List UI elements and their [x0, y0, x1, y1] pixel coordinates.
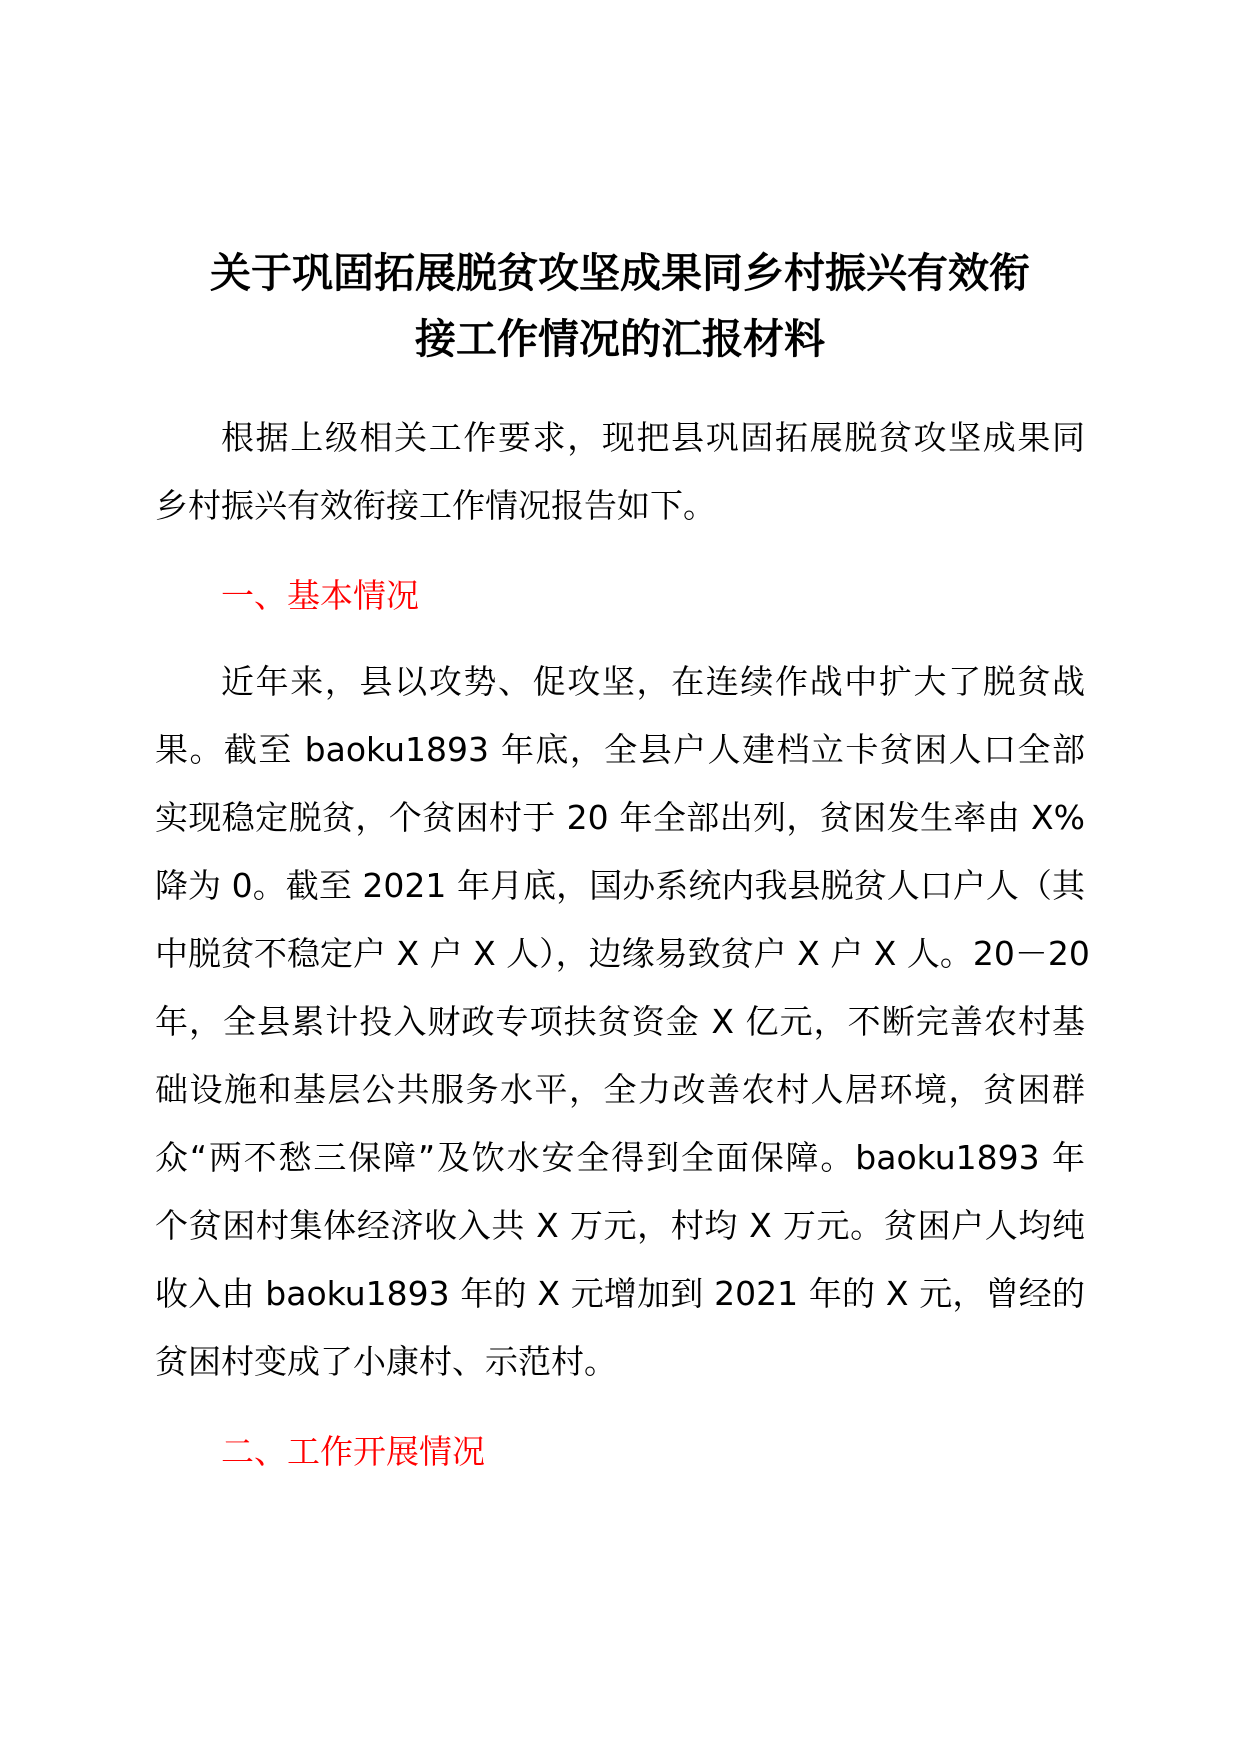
intro-line-2: 乡村振兴有效衔接工作情况报告如下。 — [155, 486, 716, 525]
paragraph-line: 中脱贫不稳定户 X 户 X 人），边缘易致贫户 X 户 X 人。20－20 — [155, 934, 1090, 973]
paragraph-line: 贫困村变成了小康村、示范村。 — [155, 1342, 617, 1381]
paragraph-line: 近年来，县以攻势、促攻坚，在连续作战中扩大了脱贫战 — [221, 662, 1085, 701]
section-heading-work-progress: 二、工作开展情况 — [221, 1432, 485, 1471]
basic-situation-paragraph — [155, 648, 1090, 1396]
paragraph-line: 础设施和基层公共服务水平，全力改善农村人居环境，贫困群 — [155, 1070, 1085, 1109]
paragraph-line: 降为 0。截至 2021 年月底，国办系统内我县脱贫人口户人（其 — [155, 866, 1085, 905]
document-title — [150, 240, 1090, 372]
paragraph-line: 收入由 baoku1893 年的 X 元增加到 2021 年的 X 元，曾经的 — [155, 1274, 1085, 1313]
section-heading-basic-situation: 一、基本情况 — [221, 576, 419, 615]
paragraph-line: 实现稳定脱贫，个贫困村于 20 年全部出列，贫困发生率由 X% — [155, 798, 1085, 837]
paragraph-line: 年，全县累计投入财政专项扶贫资金 X 亿元，不断完善农村基 — [155, 1002, 1085, 1041]
intro-line-1: 根据上级相关工作要求，现把县巩固拓展脱贫攻坚成果同 — [221, 418, 1085, 457]
paragraph-line: 个贫困村集体经济收入共 X 万元，村均 X 万元。贫困户人均纯 — [155, 1206, 1085, 1245]
intro-paragraph — [155, 404, 1085, 540]
title-line-1: 关于巩固拓展脱贫攻坚成果同乡村振兴有效衔 — [210, 249, 1030, 297]
paragraph-line: 果。截至 baoku1893 年底，全县户人建档立卡贫困人口全部 — [155, 730, 1085, 769]
paragraph-line: 众“两不愁三保障”及饮水安全得到全面保障。baoku1893 年 — [155, 1138, 1085, 1177]
title-line-2: 接工作情况的汇报材料 — [415, 315, 825, 363]
